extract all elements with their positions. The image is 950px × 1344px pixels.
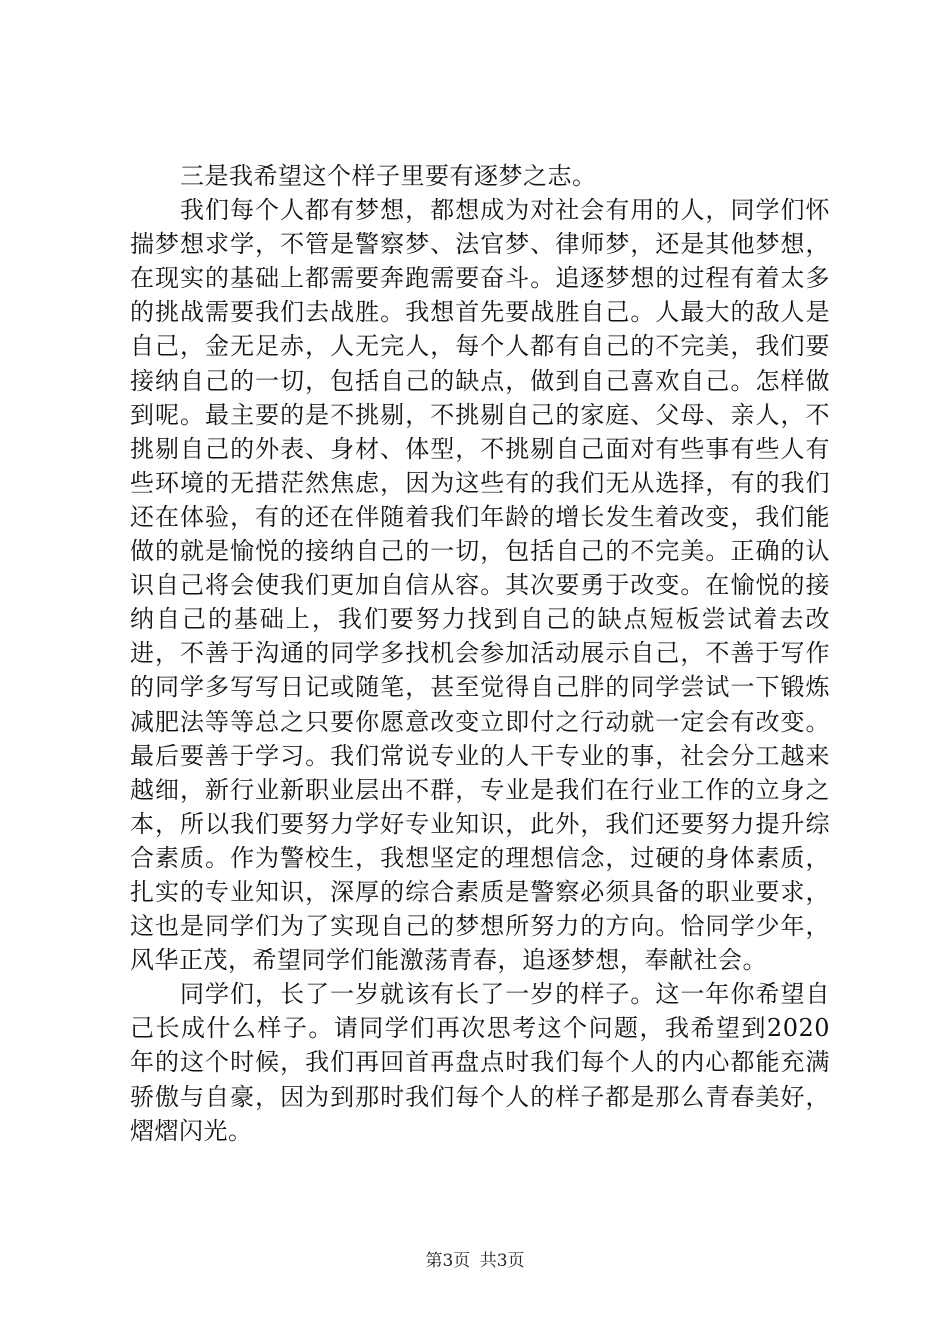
paragraph: 我们每个人都有梦想，都想成为对社会有用的人，同学们怀揣梦想求学，不管是警察梦、法官梦、律师梦，还是其他梦想，在现实的基础上都需要奔跑需要奋斗。追逐梦想的过程有着太多的挑战需要我们去战胜。我想首先要战胜自己。人最大的敌人是自己，金无足赤，人无完人，每个人都有自己的不完美，我们要接纳自己的一切，包括自己的缺点，做到自己喜欢自己。怎样做到呢。最主要的是不挑剔，不挑剔自己的家庭、父母、亲人，不挑剔自己的外表、身材、体型，不挑剔自己面对有些事有些人有些环境的无措茫然焦虑，因为这些有的我们无从选择，有的我们还在体验，有的还在伴随着我们年龄的增长发生着改变，我们能做的就是愉悦的接纳自己的一切，包括自己的不完美。正确的认识自己将会使我们更加自信从容。其次要勇于改变。在愉悦的接纳自己的基础上，我们要努力找到自己的缺点短板尝试着去改进，不善于沟通的同学多找机会参加活动展示自己，不善于写作的同学多写写日记或随笔，甚至觉得自己胖的同学尝试一下锻炼减肥法等等总之只要你愿意改变立即付之行动就一定会有改变。最后要善于学习。我们常说专业的人干专业的事，社会分工越来越细，新行业新职业层出不群，专业是我们在行业工作的立身之本，所以我们要努力学好专业知识，此外，我们还要努力提升综合素质。作为警校生，我想坚定的理想信念，过硬的身体素质，扎实的专业知识，深厚的综合素质是警察必须具备的职业要求，这也是同学们为了实现自己的梦想所努力的方向。恰同学少年，风华正茂，希望同学们能激荡青春，追逐梦想，奉献社会。 — [130, 196, 830, 975]
paragraph-heading: 三是我希望这个样子里要有逐梦之志。 — [180, 162, 597, 190]
page-total: 共3页 — [479, 1251, 525, 1271]
paragraph: 同学们，长了一岁就该有长了一岁的样子。这一年你希望自己长成什么样子。请同学们再次思考这个问题，我希望到2020年的这个时候，我们再回首再盘点时我们每个人的内心都能充满骄傲与自豪，因为到那时我们每个人的样子都是那么青春美好，熠熠闪光。 — [130, 980, 830, 1145]
page-footer — [0, 1246, 950, 1271]
page-number: 第3页 — [425, 1251, 471, 1271]
document-body — [130, 159, 830, 1148]
